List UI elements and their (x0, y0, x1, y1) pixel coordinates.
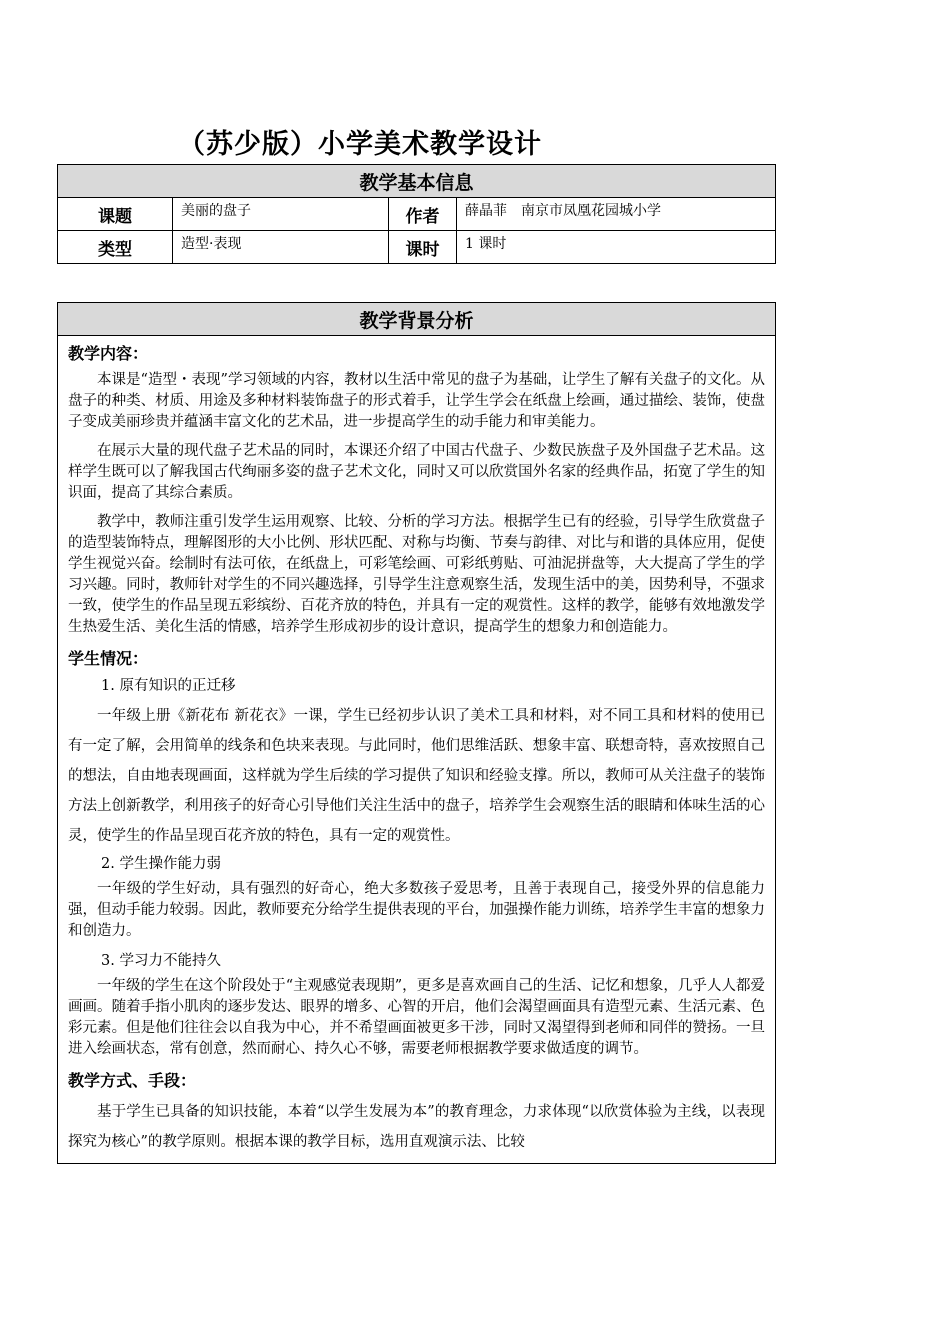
methods-text: 基于学生已具备的知识技能，本着“以学生发展为本”的教育理念，力求体现“以欣赏体验为主线，以表现探究为核心”的教学原则。根据本课的教学目标，选用直观演示法、比较 (68, 1104, 765, 1150)
document-title: （苏少版）小学美术教学设计 (178, 129, 542, 160)
content-paragraph: 在展示大量的现代盘子艺术品的同时，本课还介绍了中国古代盘子、少数民族盘子及外国盘子艺术品。这样学生既可以了解我国古代绚丽多姿的盘子艺术文化，同时又可以欣赏国外名家的经典作品，拓宽了学生的知识面，提高了其综合素质。 (68, 443, 765, 501)
methods-heading: 教学方式、手段： (68, 1071, 197, 1090)
students-heading: 学生情况： (68, 649, 149, 668)
students-item-1: 1. 原有知识的正迁移 (101, 678, 236, 694)
students-item-2: 2. 学生操作能力弱 (101, 856, 221, 872)
students-item-2-text: 一年级的学生好动，具有强烈的好奇心，绝大多数孩子爱思考，且善于表现自己，接受外界的信息能力强，但动手能力较弱。因此，教师要充分给学生提供表现的平台，加强操作能力训练，培养学生丰富的想象力和创造力。 (68, 881, 765, 939)
background-content (58, 336, 776, 1164)
type-label: 类型 (58, 231, 173, 264)
students-item-1-text: 一年级上册《新花布 新花衣》一课，学生已经初步认识了美术工具和材料，对不同工具和材料的使用已有一定了解，会用简单的线条和色块来表现。与此同时，他们思维活跃、想象丰富、联想奇特，喜欢按照自己的想法，自由地表现画面，这样就为学生后续的学习提供了知识和经验支撑。所以，教师可从关注盘子的装饰方法上创新教学，利用孩子的好奇心引导他们关注生活中的盘子，培养学生会观察生活的眼睛和体味生活的心灵，使学生的作品呈现百花齐放的特色，具有一定的观赏性。 (68, 708, 765, 844)
background-header: 教学背景分析 (58, 303, 776, 336)
topic-label: 课题 (58, 198, 173, 231)
hours-value: 1 课时 (457, 231, 776, 264)
author-label: 作者 (389, 198, 457, 231)
type-value: 造型·表现 (173, 231, 389, 264)
students-item-3-text: 一年级的学生在这个阶段处于“主观感觉表现期”，更多是喜欢画自己的生活、记忆和想象，几乎人人都爱画画。随着手指小肌肉的逐步发达、眼界的增多、心智的开启，他们会渴望画面具有造型元素、生活元素、色彩元素。但是他们往往会以自我为中心，并不希望画面被更多干涉，同时又渴望得到老师和同伴的赞扬。一旦进入绘画状态，常有创意，然而耐心、持久心不够，需要老师根据教学要求做适度的调节。 (68, 978, 765, 1057)
author-value: 薛晶菲 南京市凤凰花园城小学 (457, 198, 776, 231)
content-paragraph: 教学中，教师注重引发学生运用观察、比较、分析的学习方法。根据学生已有的经验，引导学生欣赏盘子的造型装饰特点，理解图形的大小比例、形状匹配、对称与均衡、节奏与韵律、对比与和谐的具体应用，促使学生视觉兴奋。绘制时有法可依，在纸盘上，可彩笔绘画、可彩纸剪贴、可油泥拼盘等，大大提高了学生的学习兴趣。同时，教师针对学生的不同兴趣选择，引导学生注意观察生活，发现生活中的美，因势利导，不强求一致，使学生的作品呈现五彩缤纷、百花齐放的特色，并具有一定的观赏性。这样的教学，能够有效地激发学生热爱生活、美化生活的情感，培养学生形成初步的设计意识，提高学生的想象力和创造能力。 (68, 514, 765, 635)
students-item-3: 3. 学习力不能持久 (101, 953, 221, 969)
content-heading: 教学内容： (68, 344, 149, 363)
background-analysis-table (57, 302, 776, 1164)
hours-label: 课时 (389, 231, 457, 264)
content-paragraph: 本课是“造型・表现”学习领域的内容，教材以生活中常见的盘子为基础，让学生了解有关盘子的文化。从盘子的种类、材质、用途及多种材料装饰盘子的形式着手，让学生学会在纸盘上绘画，通过描绘、装饰，使盘子变成美丽珍贵并蕴涵丰富文化的艺术品，进一步提高学生的动手能力和审美能力。 (68, 372, 765, 430)
basic-info-table (57, 164, 776, 264)
basic-info-header: 教学基本信息 (58, 165, 776, 198)
topic-value: 美丽的盘子 (173, 198, 389, 231)
